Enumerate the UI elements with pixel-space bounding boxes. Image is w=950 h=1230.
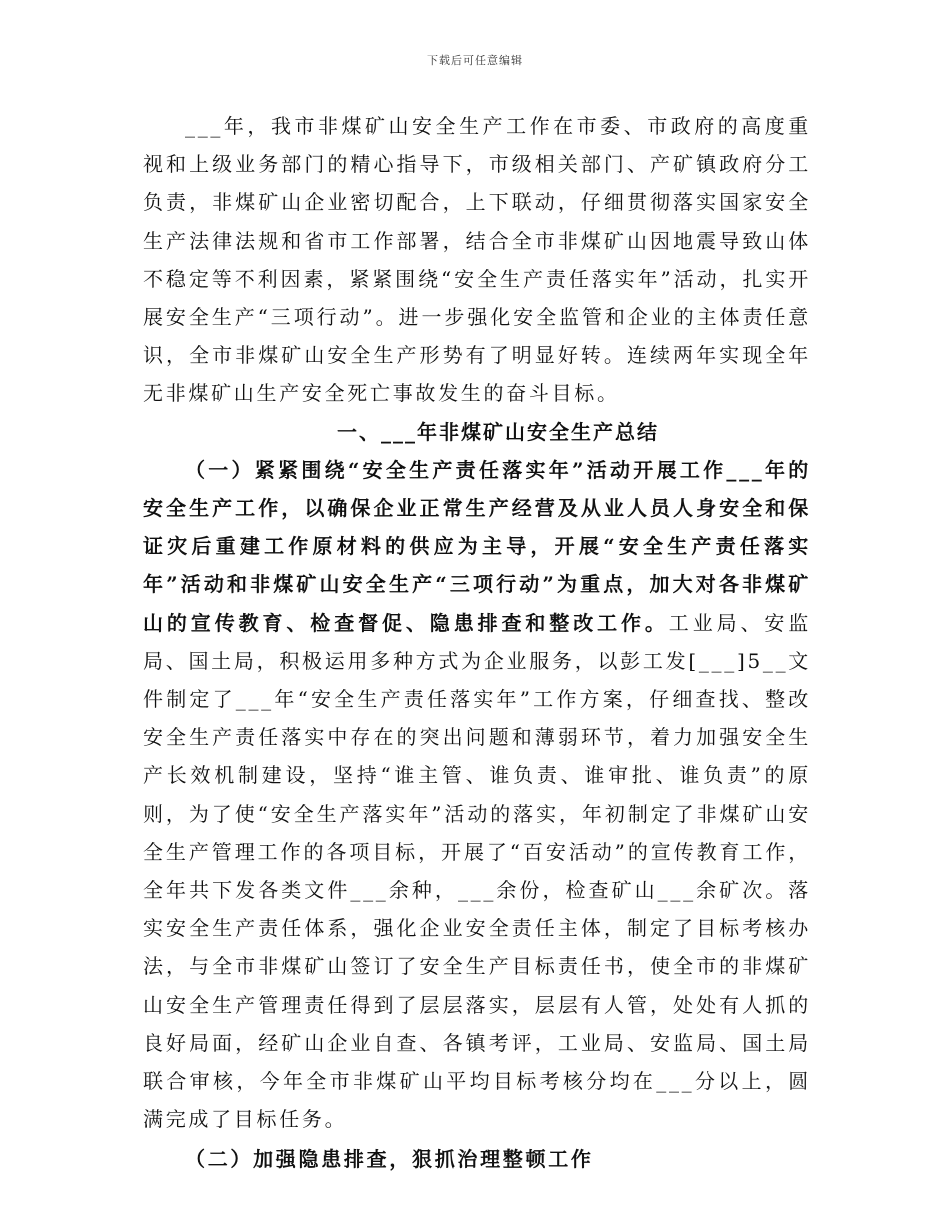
document-body — [143, 107, 811, 1179]
intro-paragraph: ___年，我市非煤矿山安全生产工作在市委、市政府的高度重视和上级业务部门的精心指导下，市级相关部门、产矿镇政府分工负责，非煤矿山企业密切配合，上下联动，仔细贯彻落实国家安全生产法律法规和省市工作部署，结合全市非煤矿山因地震导致山体不稳定等不利因素，紧紧围绕“安全生产责任落实年”活动，扎实开展安全生产“三项行动”。进一步强化安全监管和企业的主体责任意识，全市非煤矿山安全生产形势有了明显好转。连续两年实现全年无非煤矿山生产安全死亡事故发生的奋斗目标。 — [143, 114, 811, 406]
section-heading: 一、___年非煤矿山安全生产总结 — [337, 419, 659, 444]
header-note: 下载后可任意编辑 — [427, 54, 523, 67]
subsection-1-paragraph — [143, 451, 811, 1139]
subsection-2-paragraph — [143, 1140, 811, 1178]
subsection-1-body: 工业局、安监局、国土局，积极运用多种方式为企业服务，以彭工发[___]5__文件制定了___年“安全生产责任落实年”工作方案，仔细查找、整改安全生产责任落实中存在的突出问题和薄弱环节，着力加强安全生产长效机制建设，坚持“谁主管、谁负责、谁审批、谁负责”的原则，为了使“安全生产落实年”活动的落实，年初制定了非煤矿山安全生产管理工作的各项目标，开展了“百安活动”的宣传教育工作，全年共下发各类文件___余种，___余份，检查矿山___余矿次。落实安全生产责任体系，强化企业安全责任主体，制定了目标考核办法，与全市非煤矿山签订了安全生产目标责任书，使全市的非煤矿山安全生产管理责任得到了层层落实，层层有人管，处处有人抓的良好局面，经矿山企业自查、各镇考评，工业局、安监局、国土局联合审核，今年全市非煤矿山平均目标考核分均在___分以上，圆满完成了目标任务。 — [143, 610, 811, 1132]
subsection-1-heading: （一）紧紧围绕“安全生产责任落实年”活动开展工作___年的安全生产工作，以确保企业正常生产经营及从业人员人身安全和保证灾后重建工作原材料的供应为主导，开展“安全生产责任落实年”活动和非煤矿山安全生产“三项行动”为重点，加大对各非煤矿山的宣传教育、检查督促、隐患排查和整改工作。 — [143, 457, 811, 635]
subsection-2-heading: （二）加强隐患排查，狠抓治理整顿工作 — [185, 1147, 594, 1172]
